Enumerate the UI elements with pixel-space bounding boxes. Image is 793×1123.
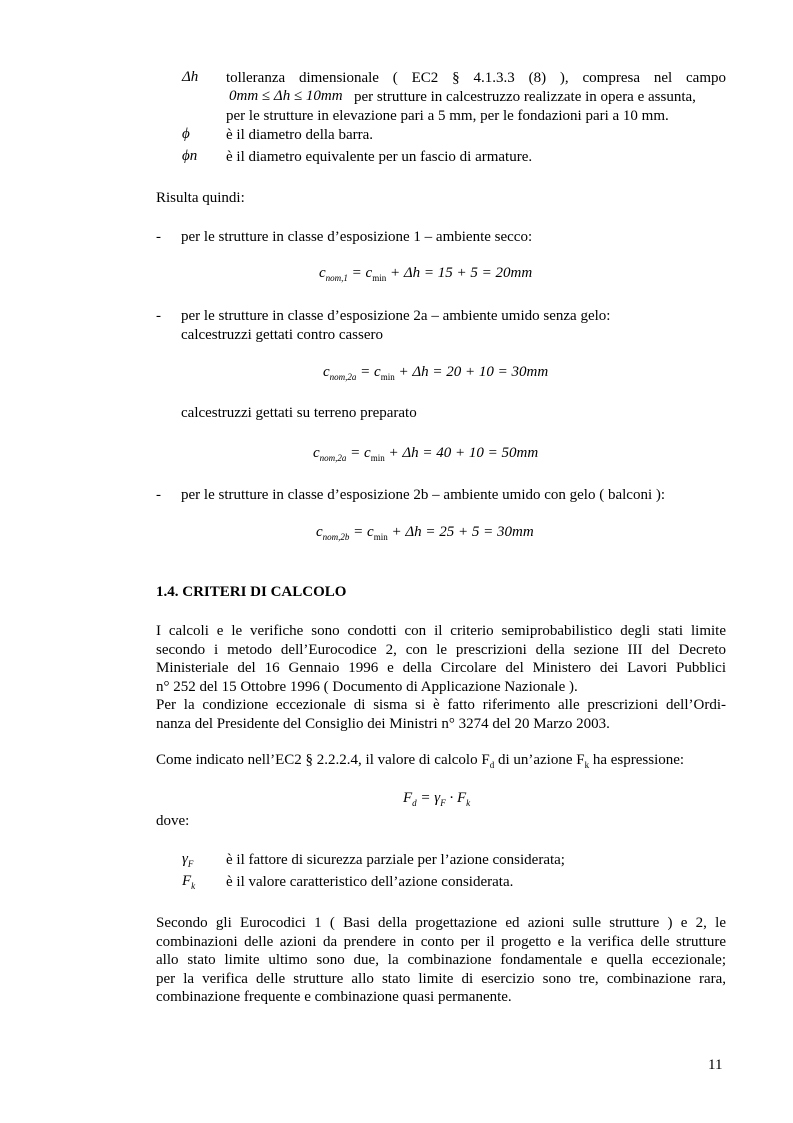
bullet-2-subtext2: calcestruzzi gettati su terreno preparato [181,405,417,421]
phi-definition: è il diametro della barra. [226,127,374,143]
bullet-dash: - [156,229,161,245]
paragraph-ec2: Come indicato nell’EC2 § 2.2.2.4, il valore di calcolo $F_d$ di un’azione $F_k$ ha espressione: [156,752,685,770]
section-heading: 1.4. CRITERI DI CALCOLO [156,584,347,600]
paragraph-method: I calcoli e le verifiche sono condotti con il criterio semiprobabilistico degli stati limite secondo i metodo dell’Eurocodice 2, con le prescrizioni della sezione III del Decreto Ministeriale del 16 Gennaio 1996 e della Circolare del Ministero dei Lavori Pubblici n° 252 del 15 Ottobre 1996 ( Documento di Applicazione Nazionale ). Per la condizione eccezionale di sisma si è fatto riferimento alle prescrizioni dell’Ordi- nanza del Presidente del Consiglio dei Ministri n° 3274 del 20 Marzo 2003. [156,623,726,732]
bullet-1-text: per le strutture in classe d’esposizione 1 – ambiente secco: [181,229,533,245]
formula-fd: $F_d = \gamma_F \cdot F_k$ [403,790,471,808]
delta-h-definition: tolleranza dimensionale ( EC2 § 4.1.3.3 (8) ), compresa nel campo [226,70,726,86]
formula-cnom-2a-cassero: $c_{nom,2a} = c_{min} + \Delta h = 20 + 10 = 30mm$ [323,364,549,382]
delta-h-range: 0mm ≤ Δh ≤ 10mm [229,88,343,104]
bullet-dash: - [156,308,161,324]
fk-definition: è il valore caratteristico dell’azione considerata. [226,874,514,890]
page-number: 11 [708,1057,723,1073]
delta-h-symbol: Δh [182,69,199,85]
bullet-2-subtext: calcestruzzi gettati contro cassero [181,327,383,343]
gamma-f-definition: è il fattore di sicurezza parziale per l’azione considerata; [226,852,565,868]
paragraph-combinations: Secondo gli Eurocodici 1 ( Basi della progettazione ed azioni sulle strutture ) e 2, le combinazioni delle azioni da prendere in conto per il progetto e la verifica delle strutture allo stato limite ultimo sono due, la combinazione fondamentale e quella eccezionale; per la verifica delle strutture allo stato limite di esercizio sono tre, combinazione rara, combinazione frequente e combinazione quasi permanente. [156,915,726,1005]
bullet-2-text: per le strutture in classe d’esposizione 2a – ambiente umido senza gelo: [181,308,611,324]
fk-symbol: $F_k$ [182,873,196,891]
formula-cnom-1: $c_{nom,1} = c_{min} + \Delta h = 15 + 5 = 20mm$ [319,265,533,283]
formula-cnom-2a-terreno: $c_{nom,2a} = c_{min} + \Delta h = 40 + 10 = 50mm$ [313,445,539,463]
phi-symbol: ϕ [182,126,190,142]
phi-n-symbol: ϕn [182,148,198,164]
bullet-3-text: per le strutture in classe d’esposizione 2b – ambiente umido con gelo ( balconi ): [181,487,666,503]
gamma-f-symbol: $\gamma_F$ [182,851,194,869]
phi-n-definition: è il diametro equivalente per un fascio di armature. [226,149,533,165]
delta-h-definition-line2: per strutture in calcestruzzo realizzate in opera e assunta, [354,89,696,105]
delta-h-definition-line3: per le strutture in elevazione pari a 5 mm, per le fondazioni pari a 10 mm. [226,108,669,124]
formula-cnom-2b: $c_{nom,2b} = c_{min} + \Delta h = 25 + 5 = 30mm$ [316,524,534,542]
results-intro: Risulta quindi: [156,190,245,206]
bullet-dash: - [156,487,161,503]
dove-label: dove: [156,813,190,829]
